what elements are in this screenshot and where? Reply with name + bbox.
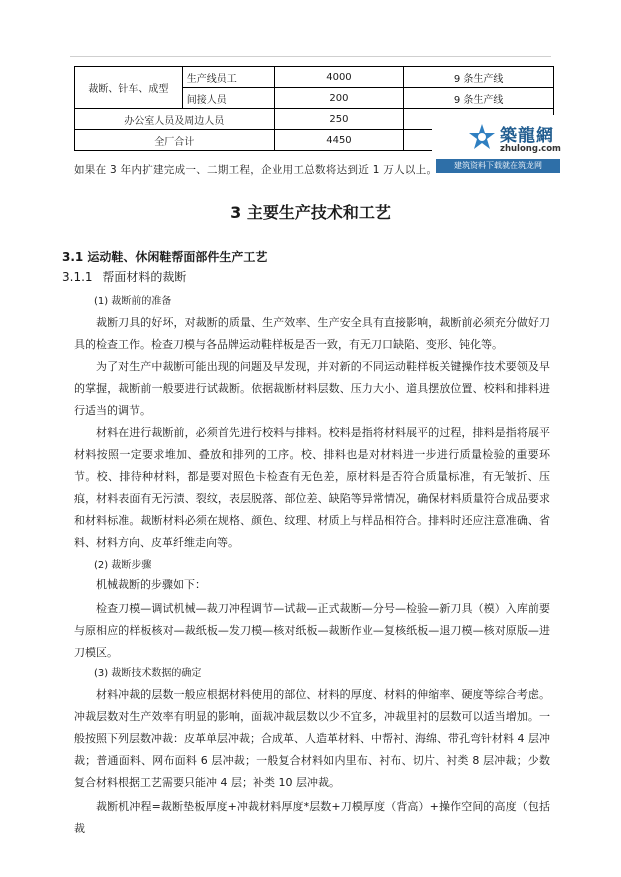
item-heading-3: (3) 裁断技术数据的确定 (94, 668, 202, 679)
header-rule (70, 56, 551, 57)
section-title: 3.1 运动鞋、休闲鞋帮面部件生产工艺 (62, 250, 268, 264)
star-logo-icon (468, 123, 496, 151)
note-text: 如果在 3 年内扩建完成一、二期工程，企业用工总数将达到近 1 万人以上。 (74, 164, 438, 176)
group-label-cell: 裁断、针车、成型 (75, 67, 183, 109)
subsection-heading (62, 268, 186, 285)
chapter-title: 3 主要生产技术和工艺 (230, 203, 391, 222)
paragraph-5: 检查刀模—调试机械—裁刀冲程调节—试裁—正式裁断—分号—检验—新刀具（模）入库前要与原相应的样板核对—裁纸板—发刀模—核对纸板—裁断作业—复核纸板—退刀模—核对原版—进刀模区。 (74, 602, 550, 659)
count-cell: 250 (274, 109, 404, 130)
paragraph-4: 机械裁断的步骤如下： (96, 578, 206, 591)
zhulong-logo[interactable] (432, 115, 564, 177)
paragraph-7: 裁断机冲程=裁断垫板厚度+冲裁材料厚度*层数+刀模厚度（背高）+操作空间的高度（包括裁 (74, 800, 550, 835)
lines-cell: 9 条生产线 (404, 67, 554, 88)
logo-site: zhulong.com (500, 144, 561, 154)
row-label-cell: 办公室人员及周边人员 (75, 109, 275, 130)
row-label-cell: 全厂合计 (75, 130, 275, 151)
paragraph-6: 材料冲裁的层数一般应根据材料使用的部位、材料的厚度、材料的伸缩率、硬度等综合考虑。冲裁层数对生产效率有明显的影响，面裁冲裁层数以少不宜多，冲裁里衬的层数可以适当增加。一般按照下列层数冲裁：皮革单层冲裁；合成革、人造革材料、中帮衬、海绵、带孔弯针材料 4 层冲裁；普通面料、网布面料 6 层冲裁；一般复合材料如内里布、衬布、切片、衬类 8 层冲裁；少数复合材料根据工艺需要只能冲 4 层；补类 10 层冲裁。 (74, 688, 550, 789)
item-heading-1: (1) 裁断前的准备 (94, 296, 172, 307)
row-label-cell: 间接人员 (182, 88, 274, 109)
subsection-title: 帮面材料的裁断 (102, 270, 187, 284)
table-row (75, 67, 554, 88)
logo-tagline: 建筑资料下载就在筑龙网 (436, 159, 560, 173)
count-cell: 200 (274, 88, 404, 109)
count-cell: 4000 (274, 67, 404, 88)
paragraph-1: 裁断刀具的好坏，对裁断的质量、生产效率、生产安全具有直接影响，裁断前必须充分做好刀具的检查工作。检查刀模与各品牌运动鞋样板是否一致，有无刀口缺陷、变形、钝化等。 (74, 316, 550, 351)
paragraph-3: 材料在进行裁断前，必须首先进行校料与排料。校料是指将材料展平的过程，排料是指将展平材料按照一定要求堆加、叠放和排列的工序。校、排料也是对材料进一步进行质量检验的重要环节。校、排待种材料，都是要对照色卡检查有无色差，原材料是否符合质量标准，有无皱折、压痕，材料表面有无污渍、裂纹，表层脱落、部位差、缺陷等异常情况，确保材料质量符合成品要求和材料标准。裁断材料必须在规格、颜色、纹理、材质上与样品相符合。排料时还应注意准确、省料、材料方向、皮革纤维走向等。 (74, 426, 550, 549)
subsection-number: 3.1.1 (62, 270, 93, 284)
logo-name: 築龍網 (500, 126, 554, 146)
count-cell: 4450 (274, 130, 404, 151)
paragraph-2: 为了对生产中裁断可能出现的问题及早发现，并对新的不同运动鞋样板关键操作技术要领及早的掌握，裁断前一般要进行试裁断。依据裁断材料层数、压力大小、道具摆放位置、校料和排料进行适当的调节。 (74, 360, 550, 417)
item-heading-2: (2) 裁断步骤 (94, 560, 152, 571)
row-label-cell: 生产线员工 (182, 67, 274, 88)
lines-cell: 9 条生产线 (404, 88, 554, 109)
